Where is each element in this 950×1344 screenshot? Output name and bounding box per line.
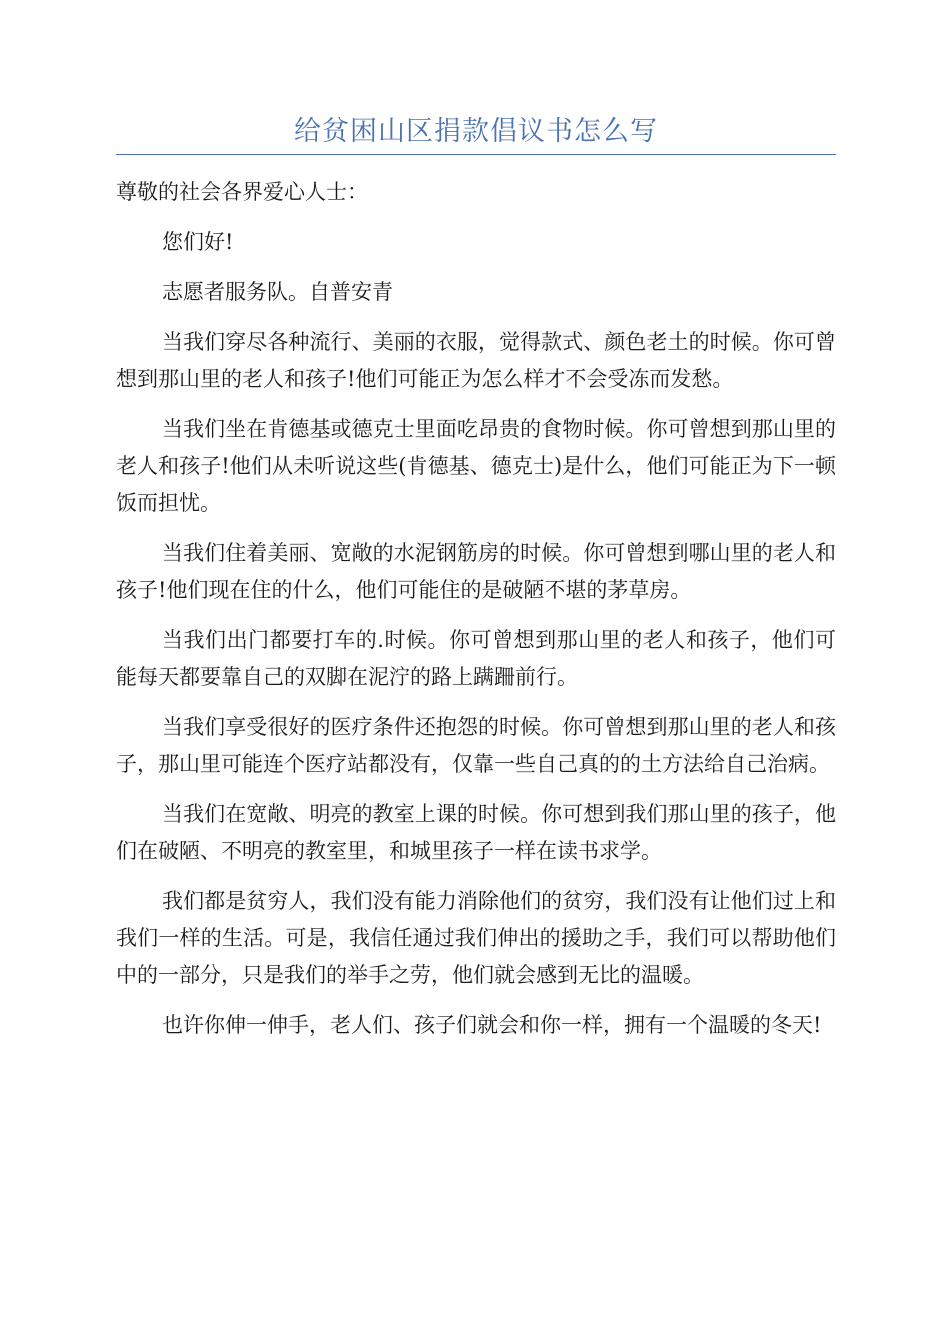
document-body [116, 174, 836, 1057]
paragraph-housing: 当我们住着美丽、宽敞的水泥钢筋房的时候。你可曾想到哪山里的老人和孩子!他们现在住的什么，他们可能住的是破陋不堪的茅草房。 [116, 541, 836, 602]
paragraph-appeal: 我们都是贫穷人，我们没有能力消除他们的贫穷，我们没有让他们过上和我们一样的生活。可是，我信任通过我们伸出的援助之手，我们可以帮助他们中的一部分，只是我们的举手之劳，他们就会感到无比的温暖。 [116, 889, 836, 987]
salutation: 尊敬的社会各界爱心人士： [116, 180, 368, 204]
paragraph-food: 当我们坐在肯德基或德克士里面吃昂贵的食物时候。你可曾想到那山里的老人和孩子!他们从未听说这些(肯德基、德克士)是什么，他们可能正为下一顿饭而担忧。 [116, 417, 836, 515]
paragraph-medical: 当我们享受很好的医疗条件还抱怨的时候。你可曾想到那山里的老人和孩子，那山里可能连个医疗站都没有，仅靠一些自己真的的土方法给自己治病。 [116, 715, 836, 776]
title-underline [116, 154, 836, 155]
paragraph-education: 当我们在宽敞、明亮的教室上课的时候。你可想到我们那山里的孩子，他们在破陋、不明亮的教室里，和城里孩子一样在读书求学。 [116, 802, 836, 863]
paragraph-closing: 也许你伸一伸手，老人们、孩子们就会和你一样，拥有一个温暖的冬天! [162, 1013, 822, 1037]
paragraph-greeting: 您们好! [162, 230, 234, 254]
paragraph-clothing: 当我们穿尽各种流行、美丽的衣服，觉得款式、颜色老土的时候。你可曾想到那山里的老人和孩子!他们可能正为怎么样才不会受冻而发愁。 [116, 330, 836, 391]
paragraph-transport: 当我们出门都要打车的.时候。你可曾想到那山里的老人和孩子，他们可能每天都要靠自己的双脚在泥泞的路上蹒跚前行。 [116, 628, 836, 689]
paragraph-sender: 志愿者服务队。自普安青 [162, 280, 393, 304]
document-title: 给贫困山区捐款倡议书怎么写 [294, 116, 658, 147]
